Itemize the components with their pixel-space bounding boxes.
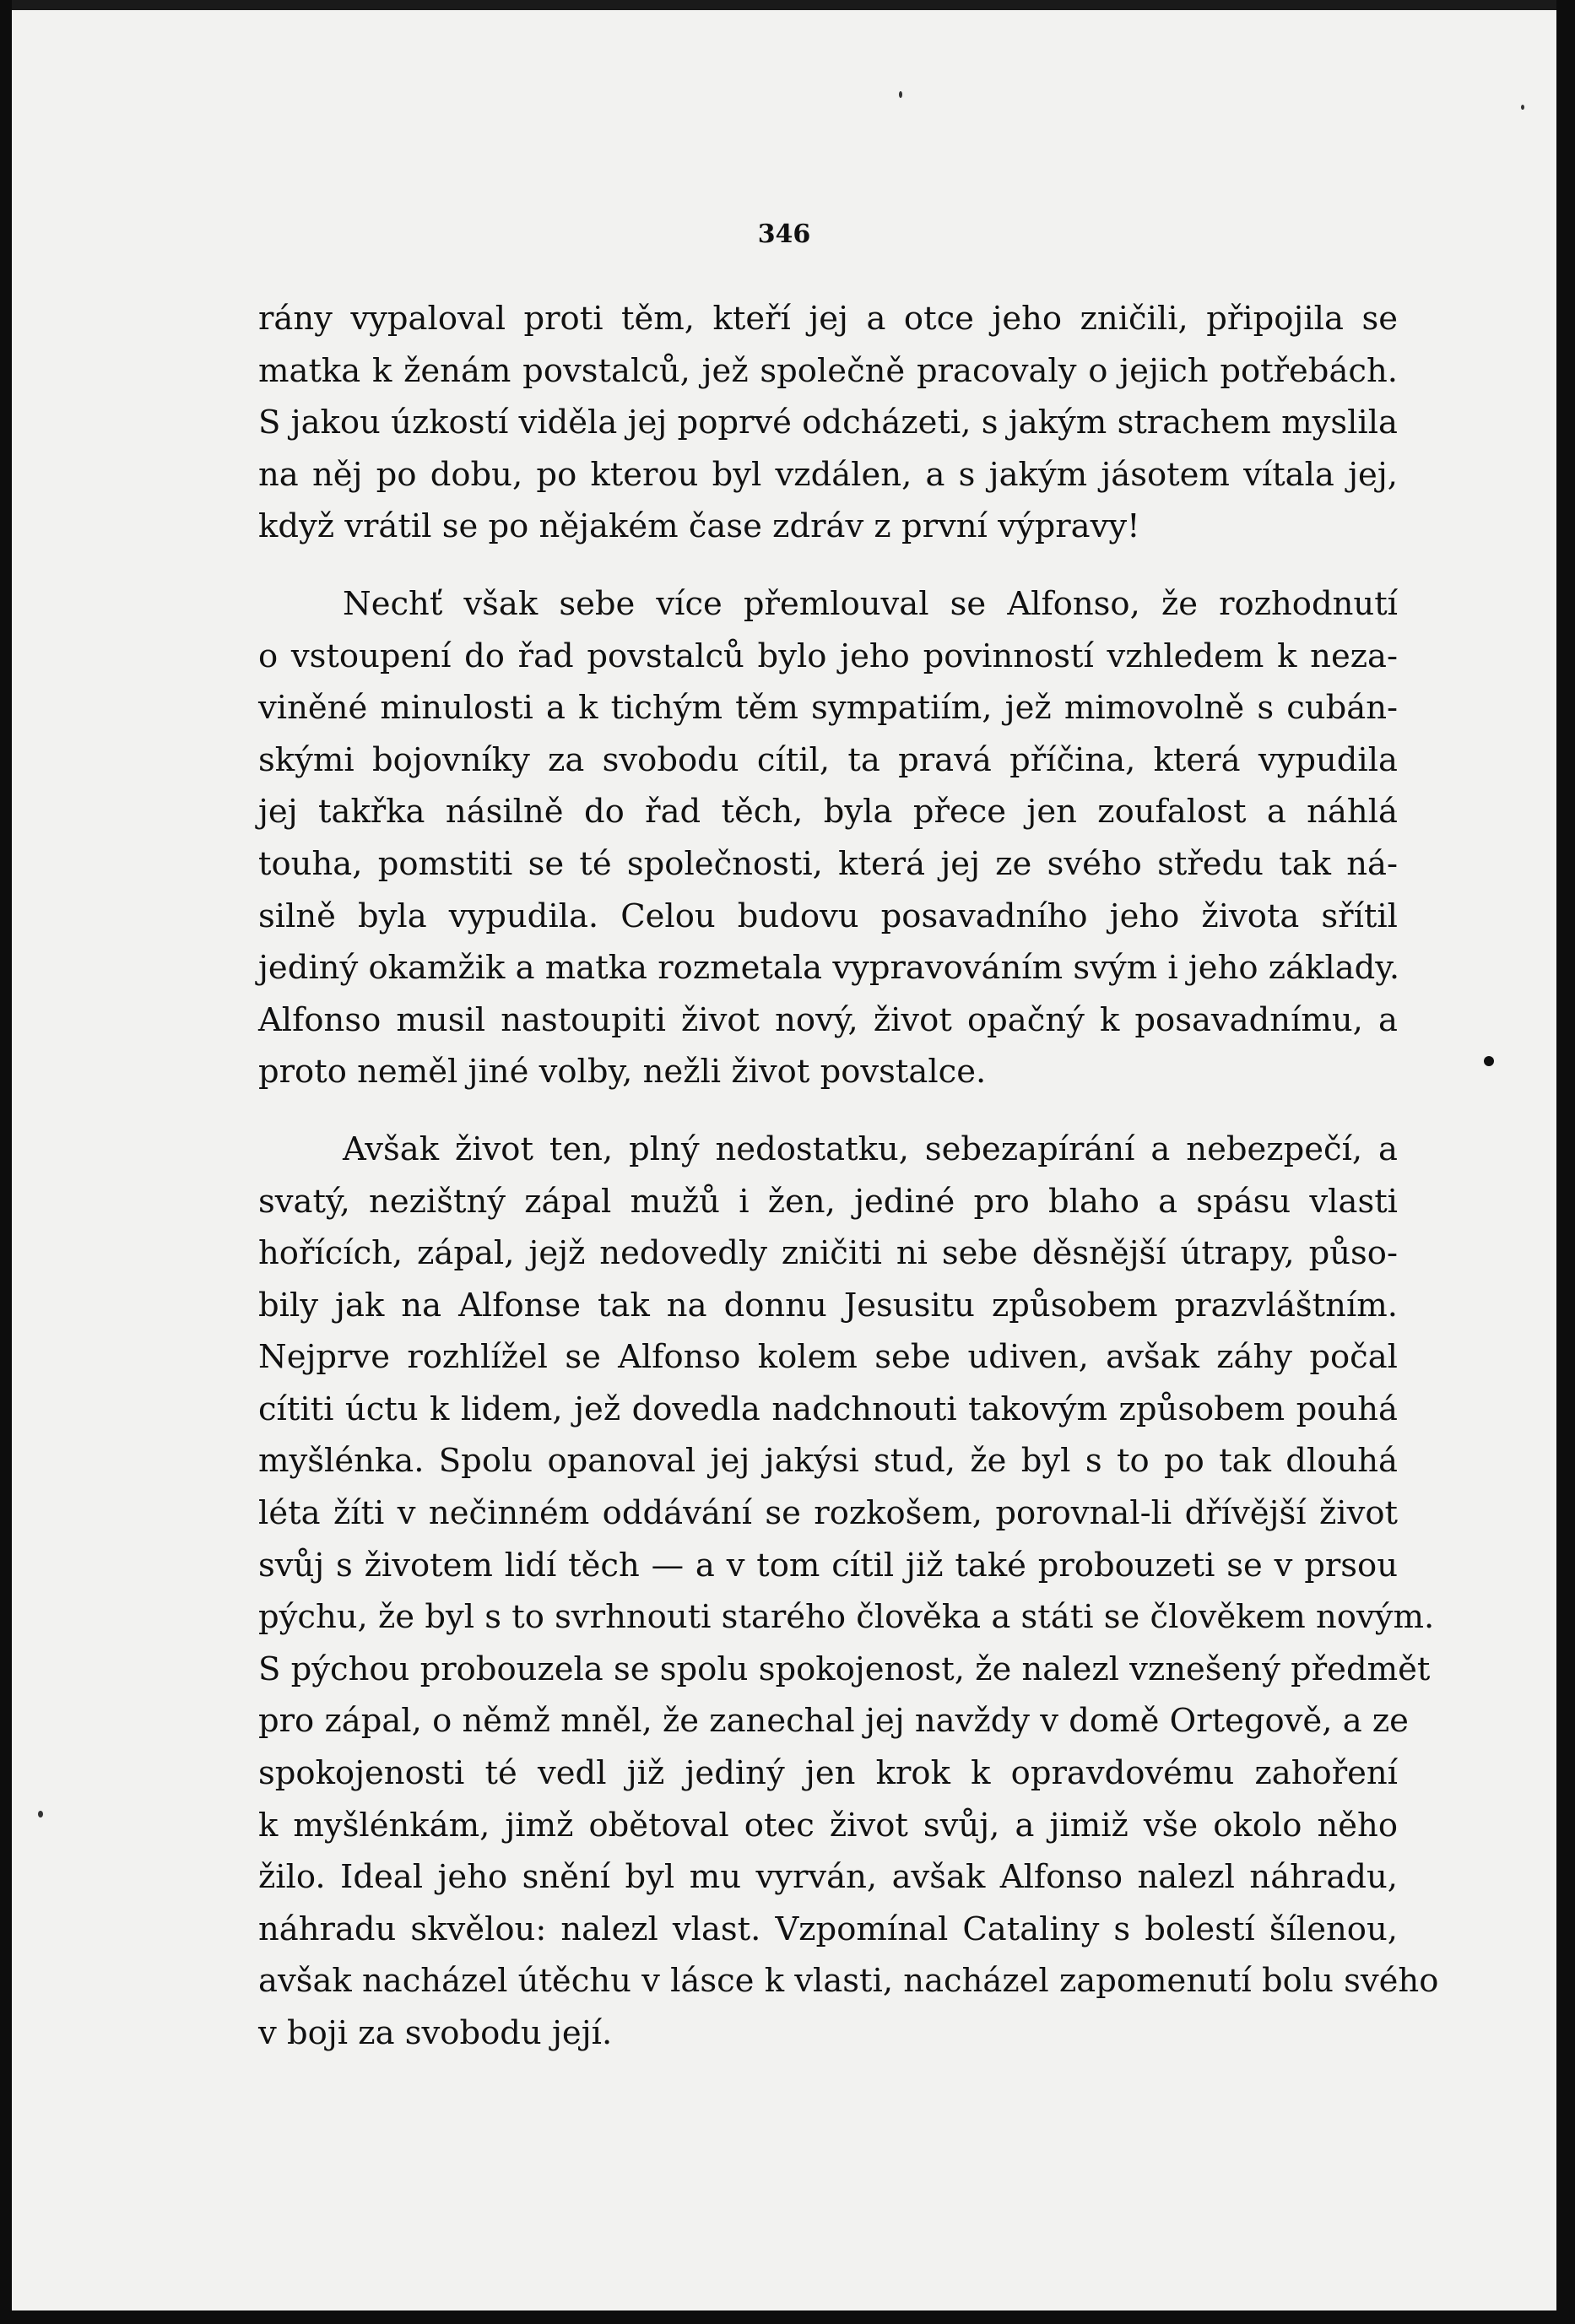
text-line: viněné minulosti a k tichým těm sympatiím, jež mimovolně s cubán-: [258, 689, 1398, 728]
text-line: Alfonso musil nastoupiti život nový, život opačný k posavadnímu, a: [258, 1000, 1398, 1039]
scan-speck: [1521, 105, 1524, 110]
text-line: S jakou úzkostí viděla jej poprvé odcházeti, s jakým strachem myslila: [258, 404, 1398, 442]
scan-speck: [899, 91, 902, 98]
text-line: skými bojovníky za svobodu cítil, ta pravá příčina, která vypudila: [258, 740, 1398, 779]
text-line: silně byla vypudila. Celou budovu posavadního jeho života sřítil: [258, 897, 1398, 935]
page-number: 346: [757, 219, 811, 249]
scan-speck: [1484, 1056, 1494, 1066]
text-line: pýchu, že byl s to svrhnouti starého člověka a státi se člověkem novým.: [258, 1598, 1435, 1637]
text-line: svůj s životem lidí těch — a v tom cítil již také probouzeti se v prsou: [258, 1546, 1398, 1585]
text-line: matka k ženám povstalců, jež společně pracovaly o jejich potřebách.: [258, 351, 1398, 390]
text-line: hořících, zápal, jejž nedovedly zničiti ni sebe děsnější útrapy, půso-: [258, 1234, 1398, 1273]
text-line: k myšlénkám, jimž obětoval otec život svůj, a jimiž vše okolo něho: [258, 1806, 1398, 1845]
text-line: pro zápal, o němž mněl, že zanechal jej navždy v domě Ortegově, a ze: [258, 1702, 1409, 1741]
text-line: Nechť však sebe více přemlouval se Alfonso, že rozhodnutí: [343, 584, 1398, 623]
scan-border-bottom: [0, 2310, 1575, 2324]
text-line: když vrátil se po nějakém čase zdráv z první výpravy!: [258, 507, 1140, 546]
text-line: o vstoupení do řad povstalců bylo jeho povinností vzhledem k neza-: [258, 637, 1398, 675]
text-line: Avšak život ten, plný nedostatku, sebezapírání a nebezpečí, a: [343, 1129, 1398, 1168]
text-line: jej takřka násilně do řad těch, byla přece jen zoufalost a náhlá: [258, 793, 1398, 832]
book-page: [12, 10, 1556, 2310]
text-line: spokojenosti té vedl již jediný jen krok k opravdovému zahoření: [258, 1754, 1398, 1793]
text-line: proto neměl jiné volby, nežli život povstalce.: [258, 1053, 987, 1092]
text-line: cítiti úctu k lidem, jež dovedla nadchnouti takovým způsobem pouhá: [258, 1390, 1398, 1428]
text-line: touha, pomstiti se té společnosti, která jej ze svého středu tak ná-: [258, 844, 1398, 883]
text-line: avšak nacházel útěchu v lásce k vlasti, nacházel zapomenutí bolu svého: [258, 1962, 1439, 2001]
text-line: na něj po dobu, po kterou byl vzdálen, a s jakým jásotem vítala jej,: [258, 455, 1398, 494]
text-line: Nejprve rozhlížel se Alfonso kolem sebe udiven, avšak záhy počal: [258, 1338, 1398, 1377]
scan-speck: [38, 1811, 43, 1817]
text-line: bily jak na Alfonse tak na donnu Jesusitu způsobem prazvláštním.: [258, 1286, 1398, 1325]
text-line: náhradu skvělou: nalezl vlast. Vzpomínal Cataliny s bolestí šílenou,: [258, 1910, 1398, 1948]
text-line: jediný okamžik a matka rozmetala vypravováním svým i jeho základy.: [258, 949, 1400, 988]
text-line: myšlénka. Spolu opanoval jej jakýsi stud, že byl s to po tak dlouhá: [258, 1442, 1398, 1481]
text-line: svatý, nezištný zápal mužů i žen, jediné pro blaho a spásu vlasti: [258, 1182, 1398, 1221]
body-text: [258, 293, 1439, 2060]
scan-border-left: [0, 0, 12, 2324]
paragraph: [258, 1124, 1439, 2060]
text-line: žilo. Ideal jeho snění byl mu vyrván, avšak Alfonso nalezl náhradu,: [258, 1858, 1398, 1897]
text-line: léta žíti v nečinném oddávání se rozkošem, porovnal-li dřívější život: [258, 1494, 1398, 1533]
paragraph: [258, 293, 1398, 553]
text-line: S pýchou probouzela se spolu spokojenost, že nalezl vznešený předmět: [258, 1650, 1431, 1688]
text-line: v boji za svobodu její.: [258, 2014, 613, 2052]
scan-border-right: [1556, 0, 1575, 2324]
text-line: rány vypaloval proti těm, kteří jej a otce jeho zničili, připojila se: [258, 300, 1398, 338]
paragraph: [258, 578, 1398, 1098]
